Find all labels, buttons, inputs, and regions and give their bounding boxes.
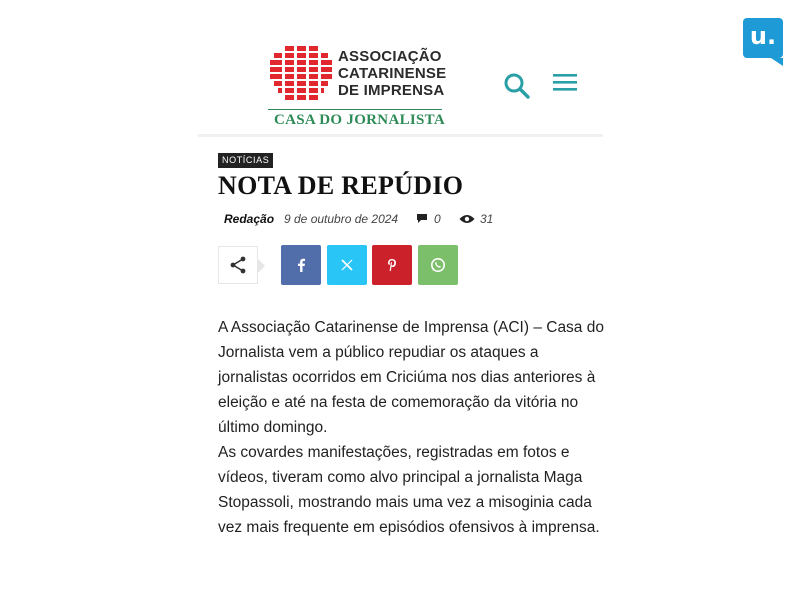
site-header [198, 30, 603, 137]
logo-subtitle: CASA DO JORNALISTA [274, 112, 445, 128]
menu-icon [552, 72, 578, 94]
article-paragraph: A Associação Catarinense de Imprensa (ACI) – Casa do Jornalista vem a público repudiar os ataques a jornalistas ocorridos em Criciúma nos dias anteriores à eleição e até na festa de comemoração da vitória no último domingo. [218, 319, 604, 436]
corner-badge[interactable]: u. [743, 18, 783, 58]
search-icon [503, 72, 531, 100]
menu-button[interactable] [552, 72, 578, 94]
article-title: NOTA DE REPÚDIO [218, 171, 464, 200]
view-count: 31 [480, 212, 494, 226]
x-twitter-icon [341, 259, 353, 271]
facebook-icon [296, 258, 306, 272]
eye-icon [459, 214, 475, 224]
comment-count[interactable]: 0 [434, 212, 441, 226]
share-whatsapp-button[interactable] [418, 245, 458, 285]
article-date: 9 de outubro de 2024 [284, 212, 399, 226]
share-pinterest-button[interactable] [372, 245, 412, 285]
share-x-button[interactable] [327, 245, 367, 285]
logo-emblem-icon [268, 44, 334, 104]
article-author[interactable]: Redação [224, 212, 275, 226]
share-facebook-button[interactable] [281, 245, 321, 285]
comment-icon[interactable] [416, 213, 428, 224]
search-button[interactable] [503, 72, 531, 100]
share-icon [219, 247, 257, 283]
logo-line-3: DE IMPRENSA [338, 82, 445, 99]
share-toggle-button[interactable] [218, 246, 258, 284]
logo-line-2: CATARINENSE [338, 65, 447, 82]
logo-divider [268, 109, 442, 110]
whatsapp-icon [430, 257, 446, 273]
category-badge[interactable]: NOTÍCIAS [218, 153, 273, 168]
article-paragraph: As covardes manifestações, registradas em fotos e vídeos, tiveram como alvo principal a jornalista Maga Stopassoli, mostrando mais uma vez a misoginia cada vez mais frequente em episódios ofensivos à imprensa. [218, 444, 600, 536]
logo-line-1: ASSOCIAÇÃO [338, 48, 442, 65]
pinterest-icon [387, 258, 397, 272]
site-logo[interactable] [268, 44, 446, 130]
